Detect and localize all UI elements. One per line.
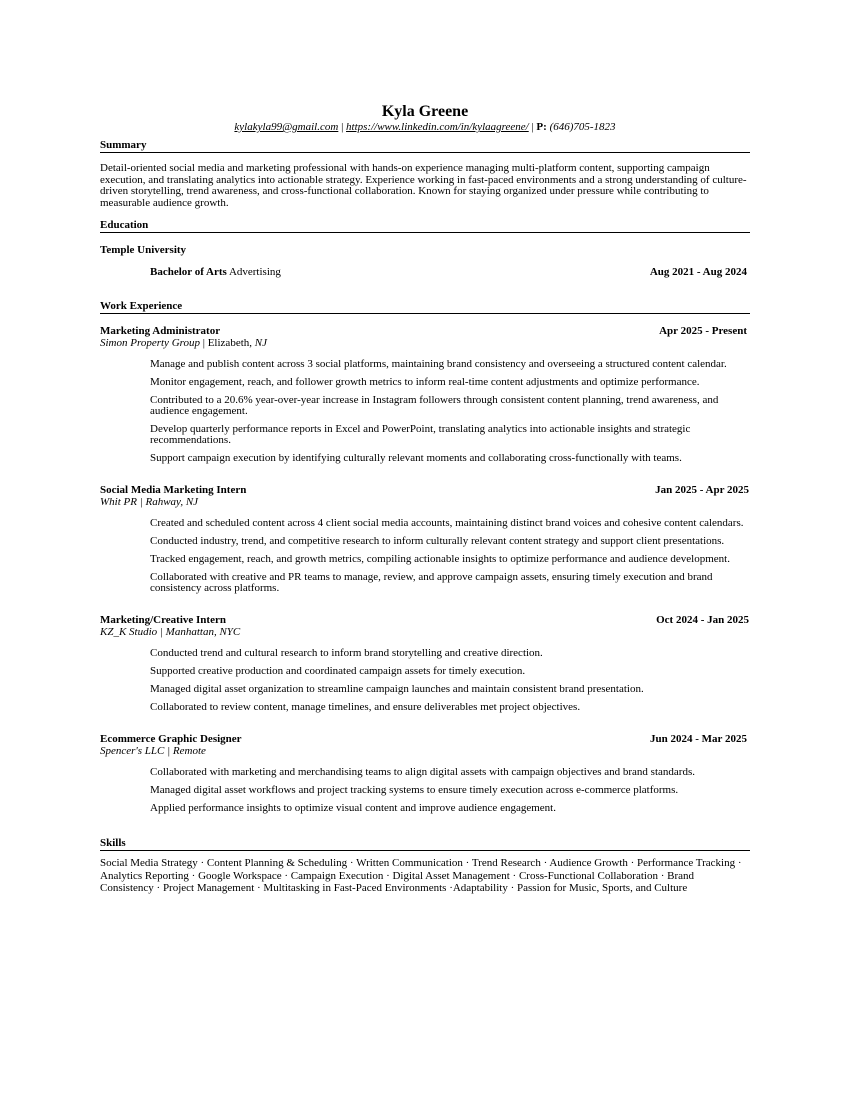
job-bullet: Manage and publish content across 3 social platforms, maintaining brand consistency and overseeing a structured content calendar. (150, 358, 727, 371)
job-bullet: Conducted industry, trend, and competitive research to inform culturally relevant content strategy and support client presentations. (150, 535, 725, 548)
phone-label: P: (536, 121, 547, 133)
location-separator: | Elizabeth, (200, 337, 255, 350)
job-company (100, 745, 750, 757)
candidate-name: Kyla Greene (381, 103, 469, 120)
job-bullet: Monitor engagement, reach, and follower growth metrics to inform real-time content adjustments and optimize performance. (150, 376, 700, 389)
contact-separator: | (528, 121, 537, 133)
job-bullets (100, 359, 750, 464)
job-dates: Jun 2024 - Mar 2025 (650, 733, 747, 746)
job-bullet: Collaborated with creative and PR teams to manage, review, and approve campaign assets, ensuring timely execution and brand consistency across platforms. (150, 571, 713, 595)
job-title: Ecommerce Graphic Designer (100, 733, 242, 746)
job-bullet: Applied performance insights to optimize visual content and improve audience engagement. (150, 802, 556, 815)
company-name: Spencer's LLC | Remote (100, 745, 206, 758)
summary-heading: Summary (100, 139, 750, 153)
skills-list: Social Media Strategy · Content Planning & Scheduling · Written Communication · Trend Research · Audience Growth · Performance Tracking · Analytics Reporting · Google Workspace · Campaign Execution · Digital Asset Management · Cross-Functional Collaboration · Brand Consistency · Project Management · Multitasking in Fast-Paced Environments ·Adaptability · Passion for Music, Sports, and Culture (100, 857, 742, 895)
job-bullet: Collaborated with marketing and merchandising teams to align digital assets with campaign objectives and brand standards. (150, 766, 695, 779)
summary-text: Detail-oriented social media and marketing professional with hands-on experience managing multi-platform content, supporting campaign execution, and translating analytics into actionable strategy. Experience working in fast-paced environments and a strong understanding of culture-driven storytelling, trend awareness, and cross-functional collaboration. Known for staying organized under pressure while contributing to measurable audience growth. (100, 162, 747, 209)
job-dates: Oct 2024 - Jan 2025 (656, 614, 749, 627)
job-company (100, 337, 750, 349)
job-bullet: Managed digital asset organization to streamline campaign launches and maintain consistent brand presentation. (150, 683, 644, 696)
job-title: Social Media Marketing Intern (100, 484, 247, 497)
job-bullet: Support campaign execution by identifying culturally relevant moments and collaborating cross-functionally with teams. (150, 452, 682, 465)
job-bullets (100, 767, 750, 814)
job-bullets (100, 648, 750, 713)
education-dates: Aug 2021 - Aug 2024 (649, 266, 747, 279)
company-name: KZ_K Studio | Manhattan, NYC (100, 626, 241, 639)
job-header (100, 484, 750, 496)
company-name: Simon Property Group (100, 337, 201, 350)
job-header (100, 614, 750, 626)
job-dates: Apr 2025 - Present (659, 325, 747, 338)
job-company (100, 626, 750, 638)
work-heading: Work Experience (100, 300, 750, 314)
degree (150, 266, 281, 279)
job-bullets (100, 518, 750, 594)
job-header (100, 733, 750, 745)
resume-page (100, 100, 750, 895)
degree-field: Advertising (226, 266, 281, 279)
job-bullet: Conducted trend and cultural research to inform brand storytelling and creative direction. (150, 647, 543, 660)
contact-separator: | (338, 121, 347, 133)
job-entry (100, 484, 750, 594)
degree-type: Bachelor of Arts (150, 266, 227, 279)
degree-row (150, 266, 750, 279)
education-heading: Education (100, 219, 750, 233)
school-name: Temple University (100, 244, 187, 257)
job-header (100, 325, 750, 337)
job-entry (100, 733, 750, 814)
job-bullet: Contributed to a 20.6% year-over-year increase in Instagram followers through consistent content planning, trend awareness, and audience engagement. (150, 394, 719, 418)
contact-line (100, 121, 750, 134)
job-bullet: Created and scheduled content across 4 client social media accounts, maintaining distinct brand voices and cohesive content calendars. (150, 517, 744, 530)
skills-heading: Skills (100, 837, 750, 851)
job-bullet: Develop quarterly performance reports in Excel and PowerPoint, translating analytics into actionable insights and strategic recommendations. (150, 423, 691, 447)
job-dates: Jan 2025 - Apr 2025 (655, 484, 749, 497)
job-bullet: Managed digital asset workflows and project tracking systems to ensure timely execution across e-commerce platforms. (150, 784, 679, 797)
job-bullet: Supported creative production and coordinated campaign assets for timely execution. (150, 665, 526, 678)
job-company (100, 496, 750, 508)
job-title: Marketing/Creative Intern (100, 614, 226, 627)
job-entry (100, 325, 750, 464)
job-entry (100, 614, 750, 713)
company-name: Whit PR | Rahway, NJ (100, 496, 199, 509)
email-link[interactable]: kylakyla99@gmail.com (234, 121, 339, 133)
job-bullet: Collaborated to review content, manage timelines, and ensure deliverables met project objectives. (150, 701, 581, 714)
job-bullet: Tracked engagement, reach, and growth metrics, compiling actionable insights to optimize performance and audience development. (150, 553, 730, 566)
phone-number: (646)705-1823 (549, 121, 616, 133)
job-title: Marketing Administrator (100, 325, 221, 338)
location-state: NJ (254, 337, 267, 350)
linkedin-link[interactable]: https://www.linkedin.com/in/kylaagreene/ (346, 121, 529, 133)
